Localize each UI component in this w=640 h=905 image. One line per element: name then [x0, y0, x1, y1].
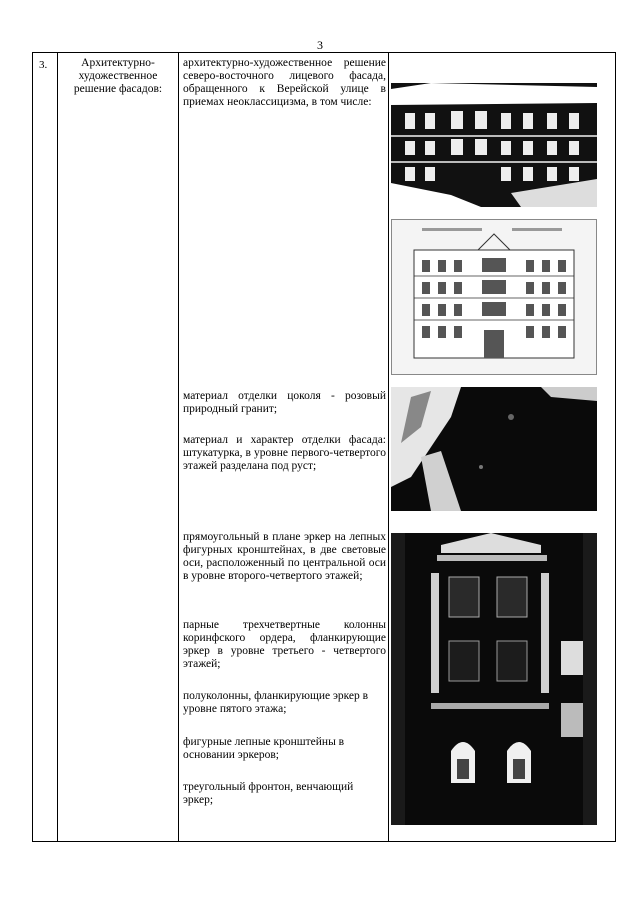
historical-drawing — [391, 219, 597, 375]
facade-photo-image — [391, 83, 597, 207]
paragraph-corinthian-columns: парные трехчетвертные колонны коринфского ордера, фланкирующие эркер в уровне третьего - четвертого этажей; — [183, 619, 386, 670]
column-divider — [388, 53, 389, 841]
plinth-photo — [391, 387, 597, 511]
paragraph-bay-window: прямоугольный в плане эркер на лепных фигурных кронштейнах, в две световые оси, расположенный по центральной оси в уровне второго-четвертого этажей; — [183, 531, 386, 582]
paragraph-facade-solution: архитектурно-художественное решение северо-восточного лицевого фасада, обращенного к Верейской улице в приемах неоклассицизма, в том числе: — [183, 57, 386, 108]
plinth-photo-image — [391, 387, 597, 511]
column-divider — [178, 53, 179, 841]
bay-window-photo — [391, 533, 597, 825]
feature-table — [32, 52, 616, 842]
bay-window-photo-image — [391, 533, 597, 825]
historical-drawing-image — [392, 220, 596, 374]
paragraph-brackets: фигурные лепные кронштейны в основании эркеров; — [183, 736, 345, 761]
paragraph-pediment: треугольный фронтон, венчающий эркер; — [183, 781, 354, 806]
row-title: Архитектурно-художественное решение фасадов: — [73, 57, 163, 95]
paragraph-plinth-material: материал отделки цоколя - розовый природный гранит; — [183, 390, 386, 415]
row-number: 3. — [39, 59, 48, 71]
facade-photo — [391, 83, 597, 207]
paragraph-facade-finish: материал и характер отделки фасада: штукатурка, в уровне первого-четвертого этажей разделана под руст; — [183, 434, 386, 472]
paragraph-half-columns: полуколонны, фланкирующие эркер в уровне пятого этажа; — [183, 690, 369, 715]
page-number: 3 — [317, 38, 323, 52]
column-divider — [57, 53, 58, 841]
